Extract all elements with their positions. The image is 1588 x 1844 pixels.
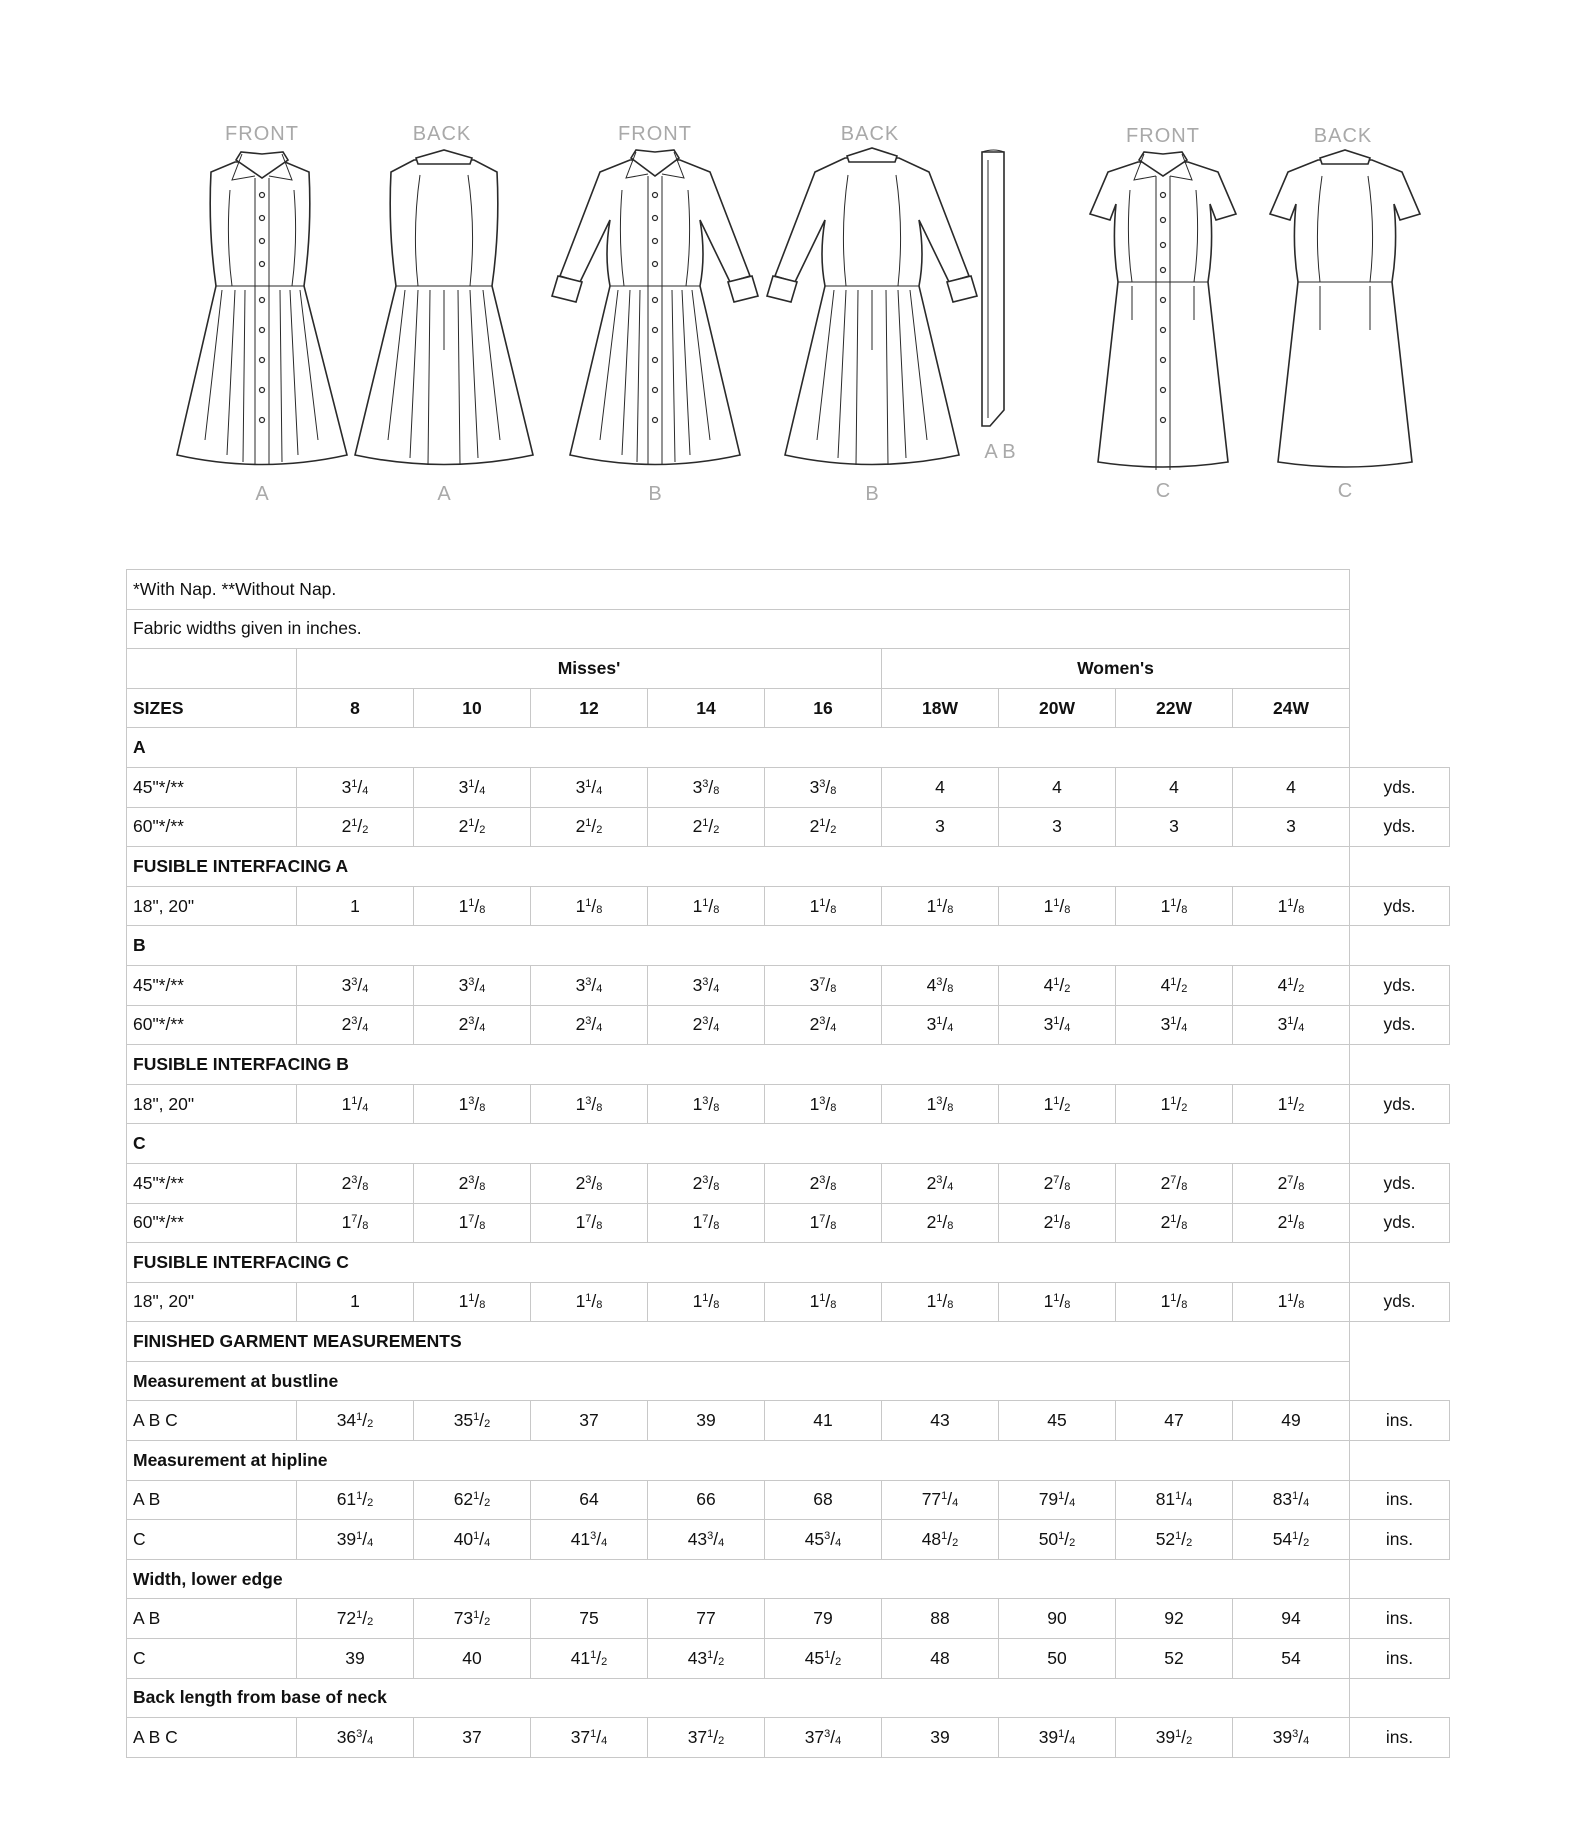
- value-cell: $37^1/_4$: [531, 1718, 648, 1758]
- value-cell: $1^1/_8$: [765, 1282, 882, 1322]
- value-cell: 47: [1116, 1401, 1233, 1441]
- value-cell: $3^1/_4$: [882, 1005, 999, 1045]
- unit-cell: yds.: [1350, 1203, 1450, 1243]
- value-cell: 94: [1233, 1599, 1350, 1639]
- section-row: [127, 1678, 1450, 1718]
- value-cell: $4^1/_2$: [1233, 965, 1350, 1005]
- value-cell: $1^1/_8$: [999, 1282, 1116, 1322]
- row-label: 45"*/**: [127, 1163, 297, 1203]
- data-row: [127, 965, 1450, 1005]
- section-label: Back length from base of neck: [127, 1678, 1350, 1718]
- value-cell: 50: [999, 1639, 1116, 1679]
- section-row: [127, 1559, 1450, 1599]
- value-cell: $35^1/_2$: [414, 1401, 531, 1441]
- row-label: A B C: [127, 1401, 297, 1441]
- value-cell: $1^1/_8$: [765, 886, 882, 926]
- section-row: [127, 1441, 1450, 1481]
- value-cell: $62^1/_2$: [414, 1480, 531, 1520]
- row-label: 60"*/**: [127, 1005, 297, 1045]
- value-cell: 88: [882, 1599, 999, 1639]
- unit-cell: yds.: [1350, 965, 1450, 1005]
- data-row: [127, 1163, 1450, 1203]
- value-cell: $34^1/_2$: [297, 1401, 414, 1441]
- row-label: 60"*/**: [127, 1203, 297, 1243]
- value-cell: $1^1/_8$: [882, 886, 999, 926]
- unit-cell: ins.: [1350, 1401, 1450, 1441]
- value-cell: $2^3/_4$: [648, 1005, 765, 1045]
- value-cell: $1^1/_8$: [1116, 886, 1233, 926]
- value-cell: $2^3/_8$: [765, 1163, 882, 1203]
- value-cell: $2^1/_2$: [297, 807, 414, 847]
- data-row: [127, 886, 1450, 926]
- value-cell: 39: [297, 1639, 414, 1679]
- value-cell: $1^3/_8$: [765, 1084, 882, 1124]
- value-cell: $2^3/_4$: [297, 1005, 414, 1045]
- value-cell: $83^1/_4$: [1233, 1480, 1350, 1520]
- value-cell: $43^3/_4$: [648, 1520, 765, 1560]
- view-letter-front-b: B: [648, 483, 662, 505]
- value-cell: $2^1/_2$: [414, 807, 531, 847]
- value-cell: $1^1/_8$: [414, 886, 531, 926]
- value-cell: $1^1/_2$: [1233, 1084, 1350, 1124]
- value-cell: $4^1/_2$: [1116, 965, 1233, 1005]
- data-row: [127, 767, 1450, 807]
- section-label: Measurement at hipline: [127, 1441, 1350, 1481]
- value-cell: $2^1/_2$: [531, 807, 648, 847]
- value-cell: $39^1/_4$: [297, 1520, 414, 1560]
- view-label-front-a: FRONT: [225, 123, 299, 145]
- value-cell: 4: [882, 767, 999, 807]
- value-cell: $2^1/_2$: [765, 807, 882, 847]
- value-cell: $1^1/_8$: [1233, 1282, 1350, 1322]
- dress-c-back-drawing: [1270, 150, 1420, 467]
- value-cell: $1^3/_8$: [531, 1084, 648, 1124]
- view-letter-back-b: B: [865, 483, 879, 505]
- row-label: A B C: [127, 1718, 297, 1758]
- value-cell: 3: [1233, 807, 1350, 847]
- value-cell: $54^1/_2$: [1233, 1520, 1350, 1560]
- row-label: 45"*/**: [127, 965, 297, 1005]
- nap-note: *With Nap. **Without Nap.: [127, 570, 1350, 610]
- row-label: 60"*/**: [127, 807, 297, 847]
- value-cell: $2^3/_4$: [414, 1005, 531, 1045]
- value-cell: $2^7/_8$: [999, 1163, 1116, 1203]
- value-cell: $3^1/_4$: [297, 767, 414, 807]
- value-cell: 68: [765, 1480, 882, 1520]
- view-letter-front-a: A: [255, 483, 269, 505]
- value-cell: 3: [882, 807, 999, 847]
- row-label: C: [127, 1520, 297, 1560]
- section-row: [127, 1243, 1450, 1283]
- value-cell: $77^1/_4$: [882, 1480, 999, 1520]
- dress-b-back-drawing: [767, 148, 977, 465]
- value-cell: 3: [1116, 807, 1233, 847]
- value-cell: 45: [999, 1401, 1116, 1441]
- unit-cell: ins.: [1350, 1639, 1450, 1679]
- view-label-back-a: BACK: [412, 123, 472, 145]
- section-label: B: [127, 926, 1350, 966]
- data-row: [127, 1005, 1450, 1045]
- value-cell: $50^1/_2$: [999, 1520, 1116, 1560]
- sizes-label: SIZES: [127, 688, 297, 728]
- value-cell: $79^1/_4$: [999, 1480, 1116, 1520]
- value-cell: $3^3/_4$: [531, 965, 648, 1005]
- dress-b-front-drawing: [552, 150, 758, 465]
- yardage-chart: [126, 569, 1450, 1758]
- value-cell: $3^1/_4$: [1116, 1005, 1233, 1045]
- garment-illustrations: [0, 0, 1588, 520]
- unit-cell: yds.: [1350, 886, 1450, 926]
- womens-group-header: Women's: [882, 649, 1350, 689]
- value-cell: 77: [648, 1599, 765, 1639]
- sizes-header-row: [127, 688, 1450, 728]
- data-row: [127, 1520, 1450, 1560]
- row-label: 18", 20": [127, 886, 297, 926]
- value-cell: 39: [648, 1401, 765, 1441]
- size-header: 8: [297, 688, 414, 728]
- section-row: [127, 1045, 1450, 1085]
- size-header: 24W: [1233, 688, 1350, 728]
- value-cell: 4: [1233, 767, 1350, 807]
- value-cell: $73^1/_2$: [414, 1599, 531, 1639]
- value-cell: $2^1/_8$: [999, 1203, 1116, 1243]
- value-cell: $2^1/_8$: [1116, 1203, 1233, 1243]
- unit-cell: ins.: [1350, 1599, 1450, 1639]
- value-cell: 64: [531, 1480, 648, 1520]
- value-cell: $3^1/_4$: [531, 767, 648, 807]
- value-cell: $1^3/_8$: [414, 1084, 531, 1124]
- value-cell: 40: [414, 1639, 531, 1679]
- value-cell: $48^1/_2$: [882, 1520, 999, 1560]
- value-cell: $3^1/_4$: [1233, 1005, 1350, 1045]
- value-cell: $2^7/_8$: [1233, 1163, 1350, 1203]
- section-label: FUSIBLE INTERFACING A: [127, 847, 1350, 887]
- value-cell: 37: [531, 1401, 648, 1441]
- widths-note: Fabric widths given in inches.: [127, 609, 1350, 649]
- value-cell: 37: [414, 1718, 531, 1758]
- value-cell: $3^7/_8$: [765, 965, 882, 1005]
- size-header: 12: [531, 688, 648, 728]
- view-label-front-c: FRONT: [1126, 125, 1200, 147]
- value-cell: $1^1/_8$: [1116, 1282, 1233, 1322]
- value-cell: 4: [1116, 767, 1233, 807]
- value-cell: $1^7/_8$: [297, 1203, 414, 1243]
- size-header: 16: [765, 688, 882, 728]
- data-row: [127, 1203, 1450, 1243]
- value-cell: 49: [1233, 1401, 1350, 1441]
- misses-group-header: Misses': [297, 649, 882, 689]
- view-letter-tie-ab: A B: [984, 441, 1016, 463]
- value-cell: $3^3/_4$: [648, 965, 765, 1005]
- value-cell: $39^1/_2$: [1116, 1718, 1233, 1758]
- value-cell: $2^3/_4$: [882, 1163, 999, 1203]
- value-cell: $2^3/_8$: [414, 1163, 531, 1203]
- data-row: [127, 1401, 1450, 1441]
- section-row: [127, 847, 1450, 887]
- value-cell: 4: [999, 767, 1116, 807]
- value-cell: $72^1/_2$: [297, 1599, 414, 1639]
- value-cell: $37^3/_4$: [765, 1718, 882, 1758]
- value-cell: $1^3/_8$: [648, 1084, 765, 1124]
- row-label: 45"*/**: [127, 767, 297, 807]
- value-cell: 66: [648, 1480, 765, 1520]
- dress-a-back-drawing: [355, 150, 533, 465]
- data-row: [127, 1084, 1450, 1124]
- row-label: A B: [127, 1480, 297, 1520]
- value-cell: $40^1/_4$: [414, 1520, 531, 1560]
- tie-belt-drawing: [982, 150, 1004, 426]
- value-cell: $36^3/_4$: [297, 1718, 414, 1758]
- view-label-back-c: BACK: [1313, 125, 1373, 147]
- row-label: 18", 20": [127, 1084, 297, 1124]
- data-row: [127, 1480, 1450, 1520]
- value-cell: 79: [765, 1599, 882, 1639]
- unit-cell: yds.: [1350, 1005, 1450, 1045]
- value-cell: $1^1/_8$: [999, 886, 1116, 926]
- data-row: [127, 1282, 1450, 1322]
- size-header: 22W: [1116, 688, 1233, 728]
- value-cell: $3^3/_8$: [765, 767, 882, 807]
- value-cell: $3^3/_4$: [414, 965, 531, 1005]
- value-cell: $2^3/_8$: [531, 1163, 648, 1203]
- section-row: [127, 1361, 1450, 1401]
- unit-cell: ins.: [1350, 1520, 1450, 1560]
- value-cell: $2^1/_8$: [882, 1203, 999, 1243]
- view-label-back-b: BACK: [840, 123, 900, 145]
- value-cell: $81^1/_4$: [1116, 1480, 1233, 1520]
- section-row: [127, 1124, 1450, 1164]
- value-cell: $1^1/_8$: [1233, 886, 1350, 926]
- value-cell: $1^1/_8$: [531, 1282, 648, 1322]
- value-cell: $41^1/_2$: [531, 1639, 648, 1679]
- section-label: C: [127, 1124, 1350, 1164]
- row-label: C: [127, 1639, 297, 1679]
- section-label: FUSIBLE INTERFACING B: [127, 1045, 1350, 1085]
- section-label: FINISHED GARMENT MEASUREMENTS: [127, 1322, 1350, 1362]
- value-cell: $2^3/_8$: [648, 1163, 765, 1203]
- value-cell: 3: [999, 807, 1116, 847]
- value-cell: $61^1/_2$: [297, 1480, 414, 1520]
- data-row: [127, 1639, 1450, 1679]
- value-cell: $1^1/_8$: [882, 1282, 999, 1322]
- data-row: [127, 807, 1450, 847]
- section-row: [127, 1322, 1450, 1362]
- value-cell: 41: [765, 1401, 882, 1441]
- value-cell: $2^7/_8$: [1116, 1163, 1233, 1203]
- dress-a-front-drawing: [177, 152, 347, 465]
- row-label: 18", 20": [127, 1282, 297, 1322]
- value-cell: $2^1/_2$: [648, 807, 765, 847]
- value-cell: $41^3/_4$: [531, 1520, 648, 1560]
- size-header: 18W: [882, 688, 999, 728]
- value-cell: $1^7/_8$: [531, 1203, 648, 1243]
- section-label: Measurement at bustline: [127, 1361, 1350, 1401]
- unit-cell: ins.: [1350, 1718, 1450, 1758]
- unit-cell: yds.: [1350, 1163, 1450, 1203]
- size-header: 14: [648, 688, 765, 728]
- value-cell: $3^1/_4$: [414, 767, 531, 807]
- unit-cell: yds.: [1350, 767, 1450, 807]
- value-cell: 39: [882, 1718, 999, 1758]
- data-row: [127, 1718, 1450, 1758]
- group-header-row: [127, 649, 1450, 689]
- value-cell: 75: [531, 1599, 648, 1639]
- unit-cell: yds.: [1350, 807, 1450, 847]
- value-cell: $2^3/_4$: [765, 1005, 882, 1045]
- value-cell: $3^1/_4$: [999, 1005, 1116, 1045]
- value-cell: 52: [1116, 1639, 1233, 1679]
- row-label: A B: [127, 1599, 297, 1639]
- view-letter-front-c: C: [1155, 480, 1171, 502]
- value-cell: $1^1/_2$: [999, 1084, 1116, 1124]
- value-cell: $37^1/_2$: [648, 1718, 765, 1758]
- note-row-nap: [127, 570, 1450, 610]
- value-cell: $4^1/_2$: [999, 965, 1116, 1005]
- value-cell: $4^3/_8$: [882, 965, 999, 1005]
- value-cell: $2^1/_8$: [1233, 1203, 1350, 1243]
- section-label: Width, lower edge: [127, 1559, 1350, 1599]
- value-cell: $52^1/_2$: [1116, 1520, 1233, 1560]
- section-row: [127, 926, 1450, 966]
- value-cell: $2^3/_4$: [531, 1005, 648, 1045]
- value-cell: $1^3/_8$: [882, 1084, 999, 1124]
- section-row: [127, 728, 1450, 768]
- value-cell: 1: [297, 1282, 414, 1322]
- value-cell: $1^1/_2$: [1116, 1084, 1233, 1124]
- value-cell: $2^3/_8$: [297, 1163, 414, 1203]
- value-cell: 54: [1233, 1639, 1350, 1679]
- value-cell: 90: [999, 1599, 1116, 1639]
- value-cell: $39^3/_4$: [1233, 1718, 1350, 1758]
- unit-cell: yds.: [1350, 1084, 1450, 1124]
- size-header: 20W: [999, 688, 1116, 728]
- value-cell: $1^1/_8$: [648, 886, 765, 926]
- value-cell: $1^1/_8$: [414, 1282, 531, 1322]
- unit-cell: ins.: [1350, 1480, 1450, 1520]
- value-cell: $1^1/_4$: [297, 1084, 414, 1124]
- value-cell: $45^3/_4$: [765, 1520, 882, 1560]
- value-cell: $1^7/_8$: [765, 1203, 882, 1243]
- value-cell: 48: [882, 1639, 999, 1679]
- value-cell: 43: [882, 1401, 999, 1441]
- value-cell: $43^1/_2$: [648, 1639, 765, 1679]
- value-cell: $1^1/_8$: [531, 886, 648, 926]
- view-label-front-b: FRONT: [618, 123, 692, 145]
- unit-cell: yds.: [1350, 1282, 1450, 1322]
- value-cell: $1^7/_8$: [648, 1203, 765, 1243]
- value-cell: $39^1/_4$: [999, 1718, 1116, 1758]
- value-cell: $1^1/_8$: [648, 1282, 765, 1322]
- section-label: FUSIBLE INTERFACING C: [127, 1243, 1350, 1283]
- value-cell: $1^7/_8$: [414, 1203, 531, 1243]
- view-letter-back-a: A: [437, 483, 451, 505]
- value-cell: $3^3/_4$: [297, 965, 414, 1005]
- data-row: [127, 1599, 1450, 1639]
- view-letter-back-c: C: [1337, 480, 1353, 502]
- size-header: 10: [414, 688, 531, 728]
- note-row-widths: [127, 609, 1450, 649]
- value-cell: 92: [1116, 1599, 1233, 1639]
- value-cell: $3^3/_8$: [648, 767, 765, 807]
- value-cell: 1: [297, 886, 414, 926]
- value-cell: $45^1/_2$: [765, 1639, 882, 1679]
- section-label: A: [127, 728, 1350, 768]
- dress-c-front-drawing: [1090, 152, 1236, 470]
